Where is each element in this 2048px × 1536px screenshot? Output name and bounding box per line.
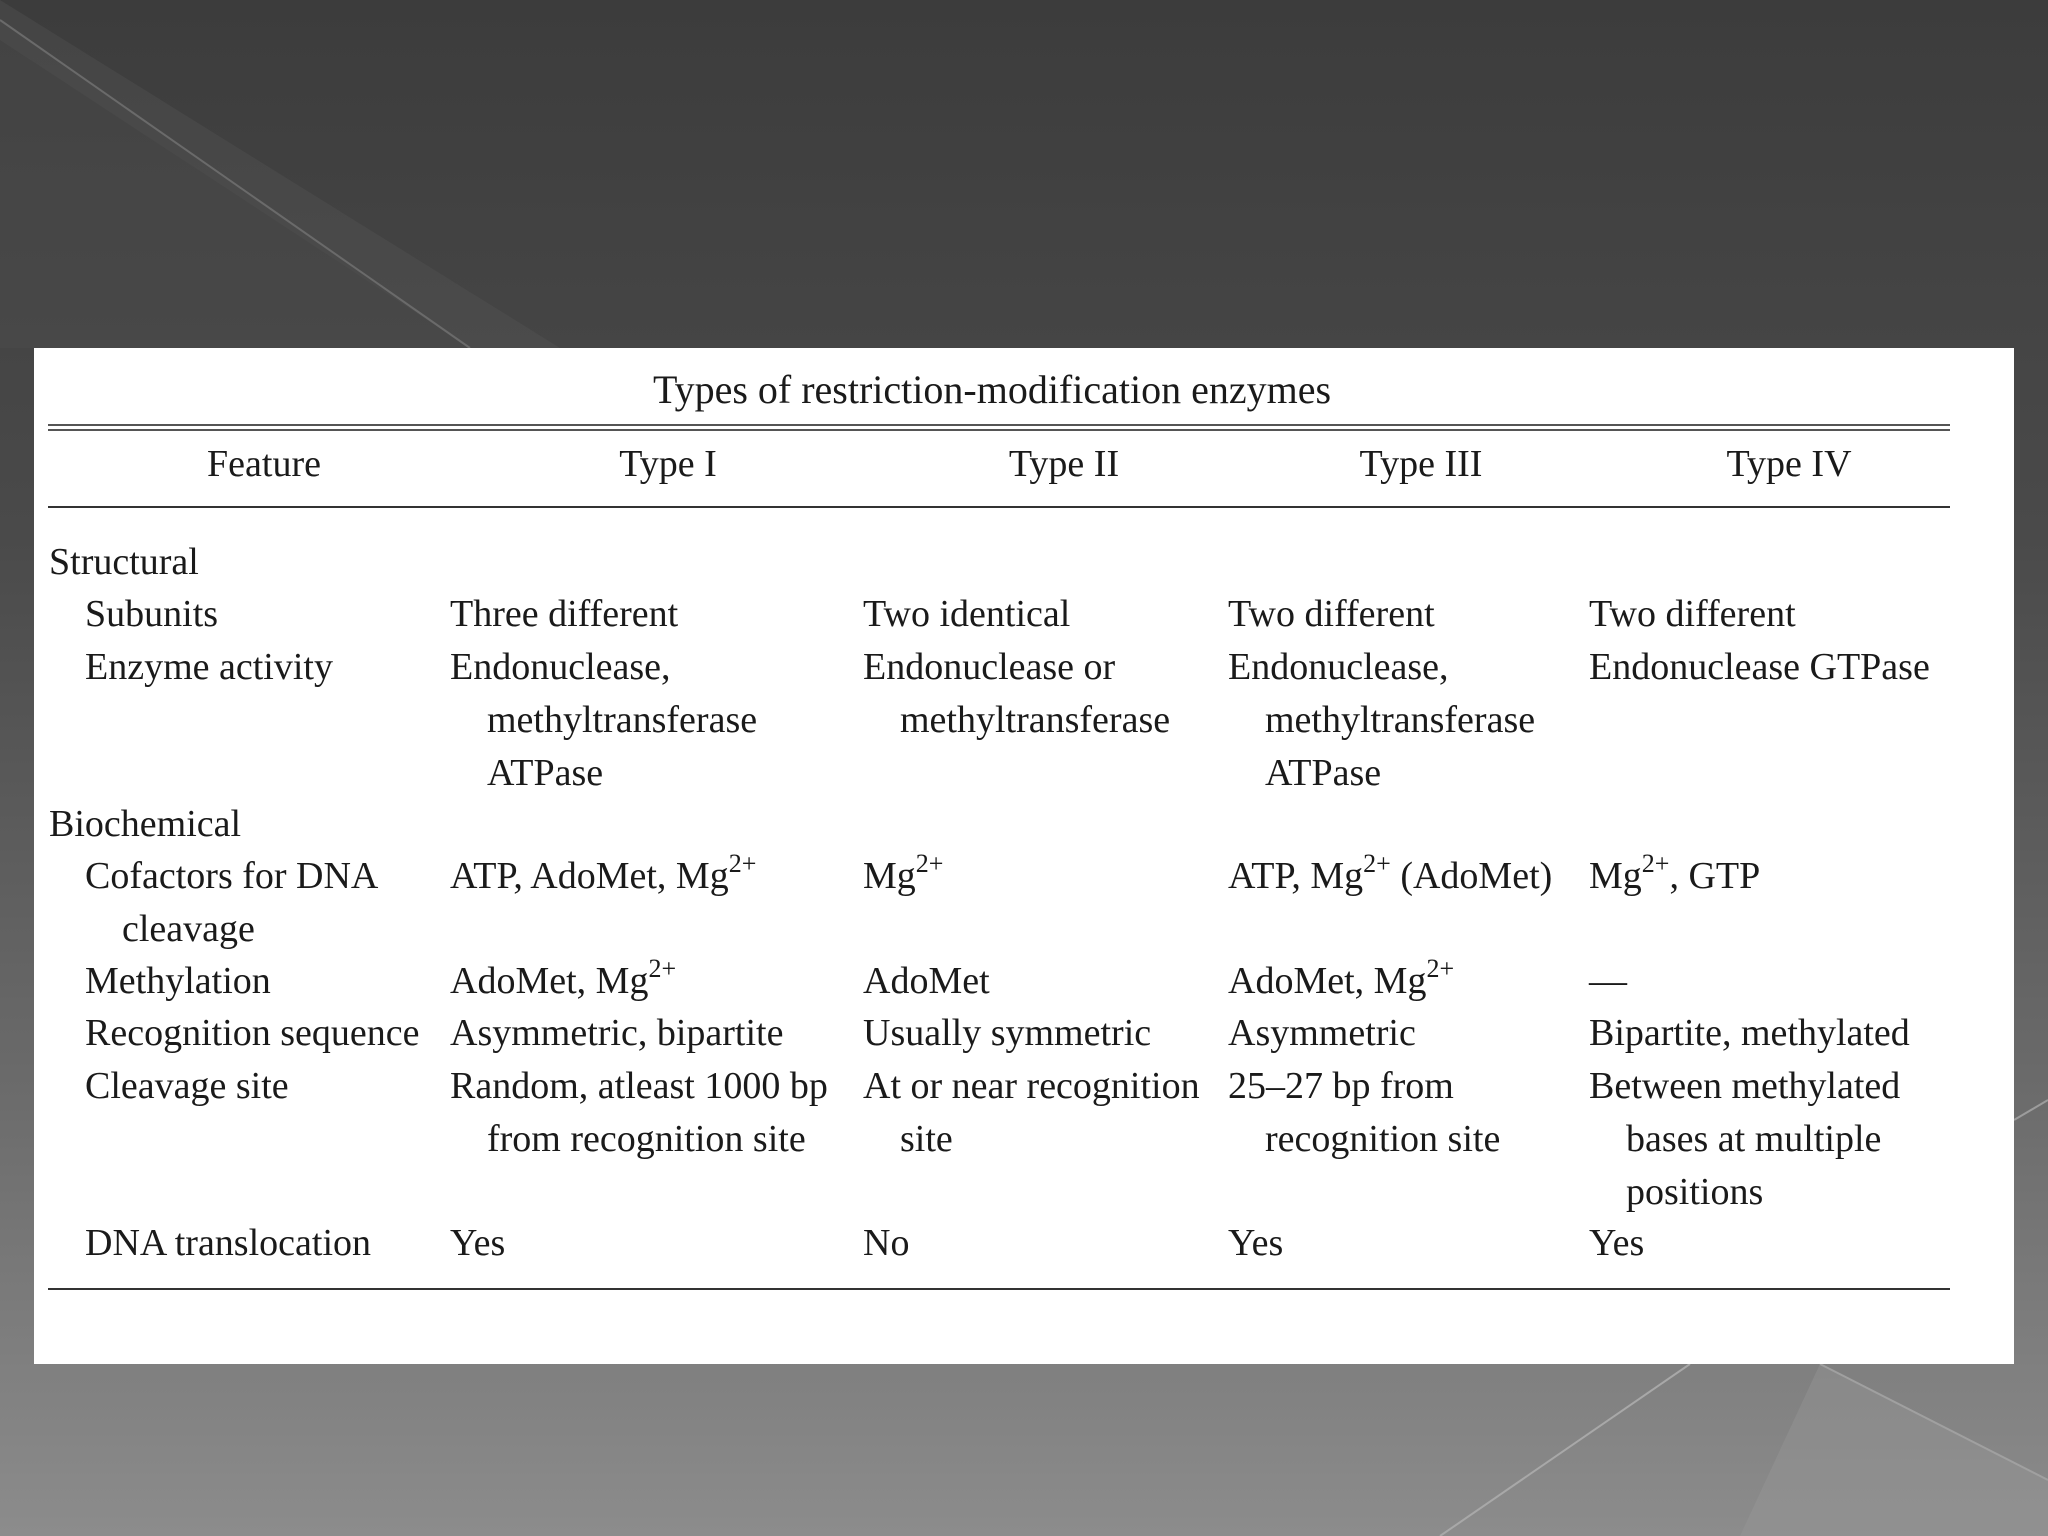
- type1-cell: ATP, AdoMet, $Mg^{2+}$: [450, 849, 757, 897]
- type1-cell: Random, atleast 1000 bp from recognition site: [450, 1065, 828, 1160]
- bottom-rule: [48, 1288, 1950, 1290]
- top-rule: [48, 424, 1950, 426]
- feature-cell: DNA translocation: [85, 1222, 372, 1264]
- type2-cell: At or near recognition site: [863, 1065, 1200, 1160]
- table-title: Types of restriction-modification enzymes: [652, 366, 1332, 412]
- type4-cell: Between methylated bases at multiple positions: [1589, 1065, 1901, 1213]
- type4-cell: Endonuclease GTPase: [1589, 646, 1930, 688]
- header-feature: Feature: [207, 443, 321, 485]
- type3-cell: Two different: [1228, 593, 1435, 635]
- type2-cell: Endonuclease or methyltransferase: [863, 646, 1171, 741]
- type2-cell: AdoMet: [863, 960, 990, 1002]
- feature-cell: Recognition sequence: [85, 1012, 420, 1054]
- feature-cell: Subunits: [85, 593, 219, 635]
- type3-cell: ATP, $Mg^{2+}$ (AdoMet): [1228, 849, 1553, 897]
- feature-cell: Cleavage site: [85, 1065, 289, 1107]
- feature-cell: Cofactors for DNA cleavage: [85, 855, 379, 950]
- type4-cell: Bipartite, methylated: [1589, 1012, 1910, 1054]
- type3-cell: Yes: [1228, 1222, 1284, 1264]
- type4-cell: Two different: [1589, 593, 1796, 635]
- type2-cell: Two identical: [863, 593, 1071, 635]
- type1-cell: Asymmetric, bipartite: [450, 1012, 784, 1054]
- type4-cell: $Mg^{2+}$, GTP: [1589, 849, 1761, 897]
- header-type-2: Type II: [1008, 443, 1120, 485]
- header-rule: [48, 506, 1950, 508]
- type3-cell: AdoMet, $Mg^{2+}$: [1228, 954, 1455, 1002]
- type4-cell: Yes: [1589, 1222, 1645, 1264]
- header-type-1: Type I: [619, 443, 717, 485]
- type4-cell: —: [1589, 960, 1627, 1002]
- table-card: [34, 348, 2014, 1364]
- header-type-3: Type III: [1359, 443, 1483, 485]
- header-type-4: Type IV: [1726, 443, 1852, 485]
- type1-cell: Three different: [450, 593, 679, 635]
- feature-cell: Enzyme activity: [85, 646, 333, 688]
- section-structural: Structural: [49, 541, 199, 583]
- type3-cell: 25–27 bp from recognition site: [1228, 1065, 1501, 1160]
- type3-cell: Endonuclease, methyltransferase ATPase: [1228, 646, 1536, 794]
- type1-cell: AdoMet, $Mg^{2+}$: [450, 954, 677, 1002]
- type2-cell: $Mg^{2+}$: [863, 849, 944, 897]
- feature-cell: Methylation: [85, 960, 271, 1002]
- type1-cell: Yes: [450, 1222, 506, 1264]
- type3-cell: Asymmetric: [1228, 1012, 1416, 1054]
- type2-cell: Usually symmetric: [863, 1012, 1152, 1054]
- top-rule-double: [48, 429, 1950, 431]
- section-biochemical: Biochemical: [49, 803, 242, 845]
- type1-cell: Endonuclease, methyltransferase ATPase: [450, 646, 758, 794]
- type2-cell: No: [863, 1222, 910, 1264]
